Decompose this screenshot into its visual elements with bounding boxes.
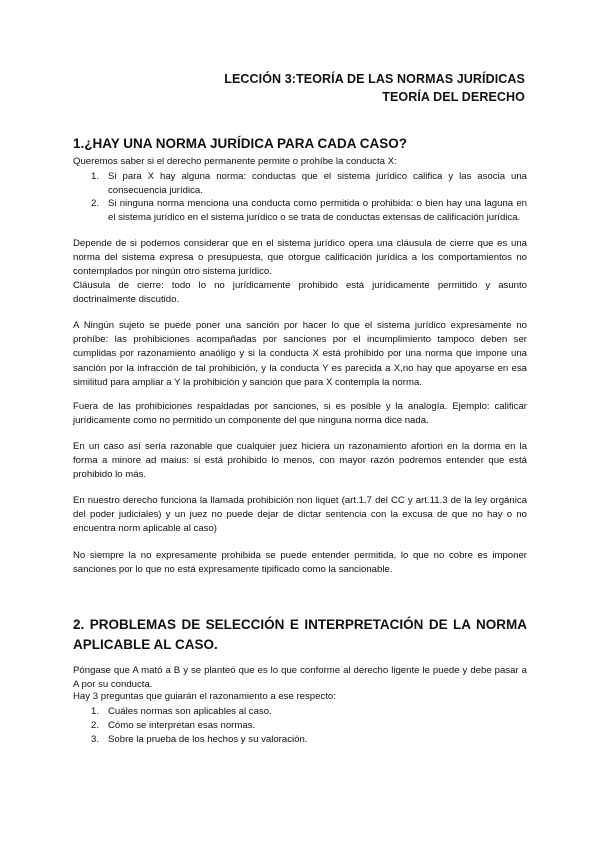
list-number: 2. [91, 198, 100, 209]
paragraph: A Ningún sujeto se puede poner una sanción por hacer lo que el sistema jurídico expresamente no prohíbe: las prohibiciones acompañadas por sanciones por el incumplimiento tampoco deben ser cumplidas por razonamiento anaóligo y si la conducta X está prohibido por una norma que impone una sanción por la infracción de tal prohibición, y la conducta Y es parecida a X,no hay que apoyarse en esa similitud para ampliar a Y la prohibición y sanción que para X contempla la norma. [73, 320, 527, 388]
list-item [91, 719, 527, 733]
list-text: Si ninguna norma menciona una conducta como permitida o prohibida: o bien hay una laguna en el sistema jurídico en el sistema jurídico o se trata de conductas extensas de calificación jurídica. [108, 198, 527, 224]
section-1-heading: 1.¿HAY UNA NORMA JURÍDICA PARA CADA CASO? [73, 136, 408, 151]
paragraph: Depende de si podemos considerar que en el sistema jurídico opera una cláusula de cierre que es una norma del sistema expresa o presupuesta, que otorgue calificación jurídica a los comportamientos no contemplados por ningún otro sistema jurídico. [73, 238, 527, 278]
list-number: 3. [91, 734, 100, 745]
list-item [91, 197, 527, 225]
paragraph: No siempre la no expresamente prohibida se puede entender permitida, lo que no cobre es imponer sanciones por lo que no está expresamente tipificado como la sancionable. [73, 550, 527, 576]
list-item [91, 170, 527, 198]
list-text: Sobre la prueba de los hechos y su valoración. [108, 734, 308, 745]
course-title: TEORÍA DEL DERECHO [382, 90, 525, 104]
lesson-title: LECCIÓN 3:TEORÍA DE LAS NORMAS JURÍDICAS [224, 72, 525, 86]
list-number: 2. [91, 720, 100, 731]
paragraph: Cláusula de cierre: todo lo no jurídicamente prohibido está jurídicamente permitido y asunto doctrinalmente discutido. [73, 280, 527, 306]
paragraph: Póngase que A mató a B y se planteó que es lo que conforme al derecho ligente le puede y debe pasar a A por su conducta. [73, 665, 527, 691]
list-number: 1. [91, 706, 100, 717]
list-item [91, 733, 527, 747]
list-number: 1. [91, 171, 100, 182]
list-text: Cómo se interpretan esas normas. [108, 720, 256, 731]
section-1-intro: Queremos saber si el derecho permanente permite o prohíbe la conducta X: [73, 156, 397, 167]
paragraph: En un caso así sería razonable que cualquier juez hiciera un razonamiento afortiori en la dorma en la forma a minore ad maius: si está prohibido lo menos, con mayor razón podremos entender que está prohibido lo más. [73, 441, 527, 481]
paragraph: En nuestro derecho funciona la llamada prohibición non liquet (art.1.7 del CC y art.11.3 de la ley orgánica del poder judiciales) y un juez no puede dejar de dictar sentencia con la excusa de que no hay o no encuentra norm aplicable al caso) [73, 495, 527, 535]
section-2-heading: 2. PROBLEMAS DE SELECCIÓN E INTERPRETACIÓN DE LA NORMA APLICABLE AL CASO. [73, 617, 527, 652]
paragraph: Fuera de las prohibiciones respaldadas por sanciones, si es posible y la analogía. Ejemplo: calificar jurídicamente como no permitido un componente del que ninguna norma dice nada. [73, 401, 527, 427]
list-item [91, 705, 527, 719]
list-text: Cuáles normas son aplicables al caso. [108, 706, 272, 717]
paragraph: Hay 3 preguntas que guiarán el razonamiento a ese respecto: [73, 691, 336, 702]
list-text: Si para X hay alguna norma: conductas que el sistema jurídico califica y las asocia una consecuencia jurídica. [108, 171, 527, 197]
